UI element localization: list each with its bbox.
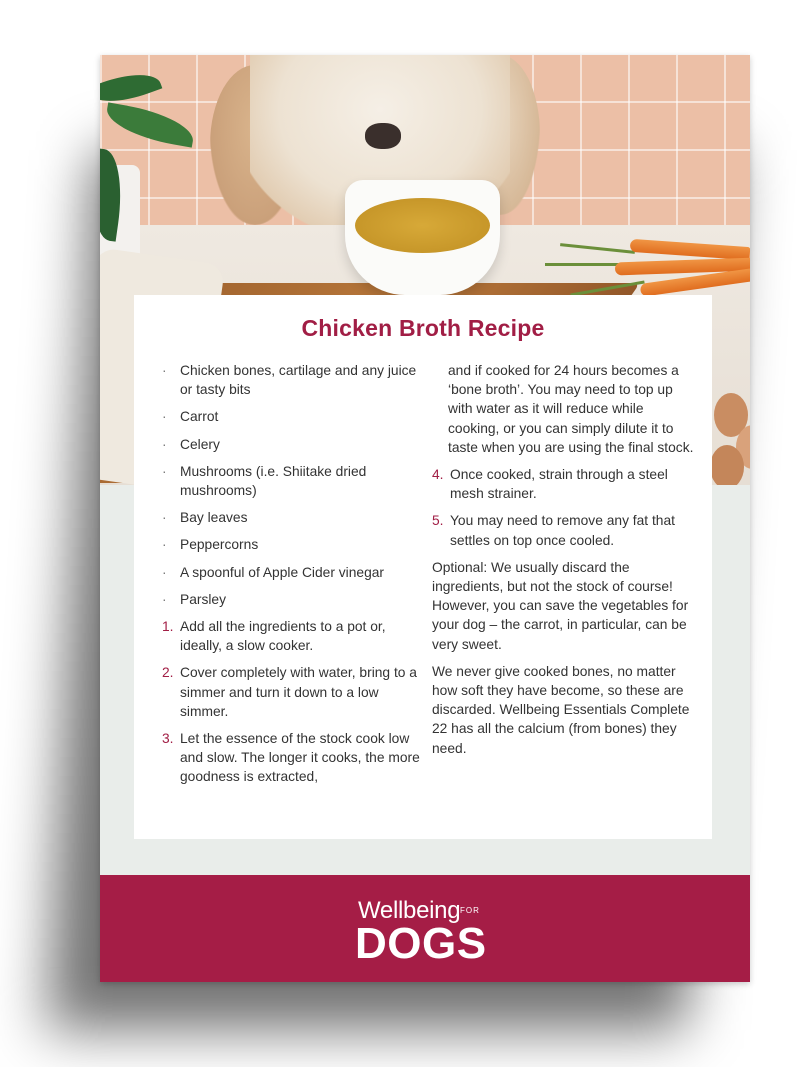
brand-wellbeing: Wellbeing	[358, 897, 461, 924]
eggs	[708, 385, 750, 485]
step-item	[162, 729, 420, 787]
egg	[710, 445, 744, 485]
left-column	[162, 361, 420, 795]
brand-for: FOR	[460, 906, 480, 915]
ingredient-text: Carrot	[180, 409, 219, 425]
step-text: You may need to remove any fat that settles on top once cooled.	[450, 513, 675, 548]
step-number: 2.	[162, 665, 174, 681]
right-column	[432, 361, 694, 766]
bones-note: We never give cooked bones, no matter how soft they have become, so these are discarded. Wellbeing Essentials Complete 22 has all the calcium (from bones) they need.	[432, 663, 690, 756]
step-3-continued: and if cooked for 24 hours becomes a ‘bone broth’. You may need to top up with water as it will reduce while cooking, or you can simply dilute it to taste when you are using the final stock.	[448, 363, 694, 455]
brand-footer	[100, 875, 750, 982]
carrot-stem	[545, 263, 620, 266]
step-number: 5.	[432, 513, 444, 529]
ingredient-text: Bay leaves	[180, 510, 248, 526]
bullet-icon: ·	[162, 510, 167, 526]
bullet-icon: ·	[162, 363, 167, 378]
step-item	[162, 663, 420, 721]
ingredient-item	[162, 407, 420, 426]
step-item	[162, 617, 420, 655]
broth-liquid	[355, 198, 490, 253]
ingredient-text: Parsley	[180, 591, 227, 607]
ingredient-item	[162, 361, 420, 399]
ingredient-item	[162, 435, 420, 454]
bullet-icon: ·	[162, 409, 167, 425]
bullet-icon: ·	[162, 591, 167, 607]
dog-nose	[365, 123, 401, 149]
step-text: Let the essence of the stock cook low and slow. The longer it cooks, the more goodness is extracted,	[180, 731, 420, 785]
ingredient-item	[162, 563, 420, 582]
recipe-card	[134, 295, 712, 839]
step-text: Add all the ingredients to a pot or, ideally, a slow cooker.	[180, 619, 386, 654]
ingredient-item	[162, 590, 420, 609]
brand-dogs: DOGS	[355, 919, 487, 968]
ingredient-text: Celery	[180, 436, 220, 452]
recipe-flyer	[100, 55, 750, 982]
recipe-title: Chicken Broth Recipe	[301, 315, 545, 341]
bullet-icon: ·	[162, 436, 167, 452]
bullet-icon: ·	[162, 564, 167, 580]
step-number: 1.	[162, 619, 174, 635]
step-number: 4.	[432, 467, 444, 483]
ingredient-text: Mushrooms (i.e. Shiitake dried mushrooms)	[180, 463, 367, 499]
bullet-icon: ·	[162, 463, 167, 479]
ingredient-text: Peppercorns	[180, 537, 259, 553]
ingredient-item	[162, 508, 420, 527]
step-item	[432, 511, 694, 549]
step-number: 3.	[162, 731, 174, 747]
ingredient-text: A spoonful of Apple Cider vinegar	[180, 564, 385, 580]
step-text: Cover completely with water, bring to a simmer and turn it down to a low simmer.	[180, 665, 417, 719]
ingredient-text: Chicken bones, cartilage and any juice or tasty bits	[180, 363, 417, 398]
step-text: Once cooked, strain through a steel mesh strainer.	[450, 467, 668, 502]
step-item	[432, 465, 694, 503]
ingredient-item	[162, 535, 420, 554]
ingredient-item	[162, 462, 420, 500]
bullet-icon: ·	[162, 537, 167, 553]
optional-note: Optional: We usually discard the ingredients, but not the stock of course! However, you can save the vegetables for your dog – the carrot, in particular, can be very sweet.	[432, 559, 689, 652]
